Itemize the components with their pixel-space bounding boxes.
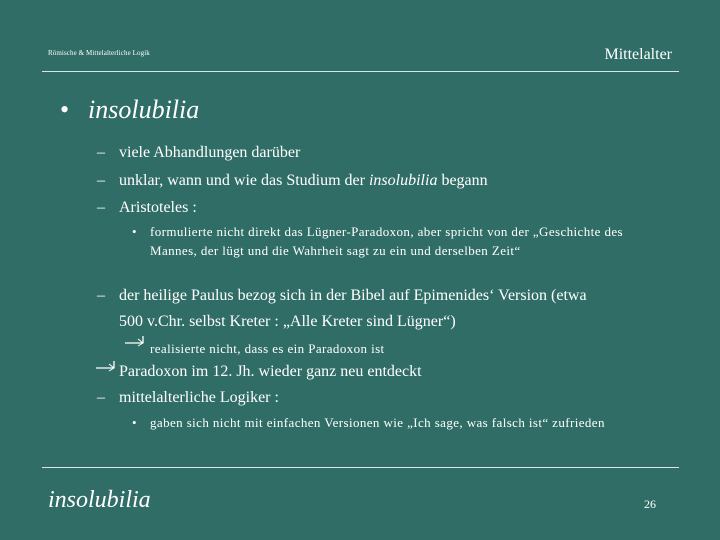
item-paulus	[97, 283, 587, 335]
item-paradoxon	[97, 363, 422, 381]
title-bullet: •	[60, 95, 70, 124]
item-text-after: begann	[437, 172, 488, 189]
item-text: Aristoteles :	[119, 199, 197, 216]
header-divider	[42, 71, 679, 72]
item-dash: –	[97, 172, 105, 189]
item-text-line1: der heilige Paulus bezog sich in der Bibel auf Epimenides‘ Version (etwa	[119, 287, 587, 304]
header-left-label: Römische & Mittelalterliche Logik	[48, 49, 150, 57]
footer-divider	[42, 467, 679, 468]
subitem-bullet: •	[132, 415, 137, 430]
item-logiker	[97, 389, 279, 407]
item-abhandlungen	[97, 144, 300, 162]
item-text-line2: 500 v.Chr. selbst Kreter : „Alle Kreter sind Lügner“)	[119, 313, 456, 330]
item-dash: –	[97, 199, 105, 216]
item-dash: –	[97, 287, 105, 304]
item-text-italic: insolubilia	[368, 172, 438, 189]
item-unklar	[97, 172, 488, 190]
page-number: 26	[644, 497, 656, 511]
item-dash: –	[97, 389, 105, 406]
header-section-title: Mittelalter	[604, 46, 672, 63]
item-text: mittelalterliche Logiker :	[119, 389, 279, 406]
subitem-logiker	[132, 413, 670, 432]
slide-title	[60, 95, 199, 125]
item-text-before: unklar, wann und wie das Studium der	[119, 172, 369, 189]
item-text: viele Abhandlungen darüber	[119, 144, 301, 161]
subitem-bullet: •	[132, 224, 137, 239]
item-aristoteles	[97, 199, 197, 217]
subitem-text: formulierte nicht direkt das Lügner-Paradoxon, aber spricht von der „Geschichte des Mannes, der lügt und die Wahrheit sagt zu ein und derselben Zeit“	[150, 224, 623, 258]
footer-title: insolubilia	[48, 487, 151, 513]
subitem-text: gaben sich nicht mit einfachen Versionen wie „Ich sage, was falsch ist“ zufrieden	[150, 415, 605, 430]
subitem-aristoteles	[132, 222, 670, 260]
title-text: insolubilia	[88, 95, 200, 124]
subitem-text: realisierte nicht, dass es ein Paradoxon ist	[150, 341, 385, 356]
item-dash: –	[97, 144, 105, 161]
item-text: Paradoxon im 12. Jh. wieder ganz neu entdeckt	[119, 363, 422, 380]
subitem-paulus-arrow	[132, 339, 670, 358]
